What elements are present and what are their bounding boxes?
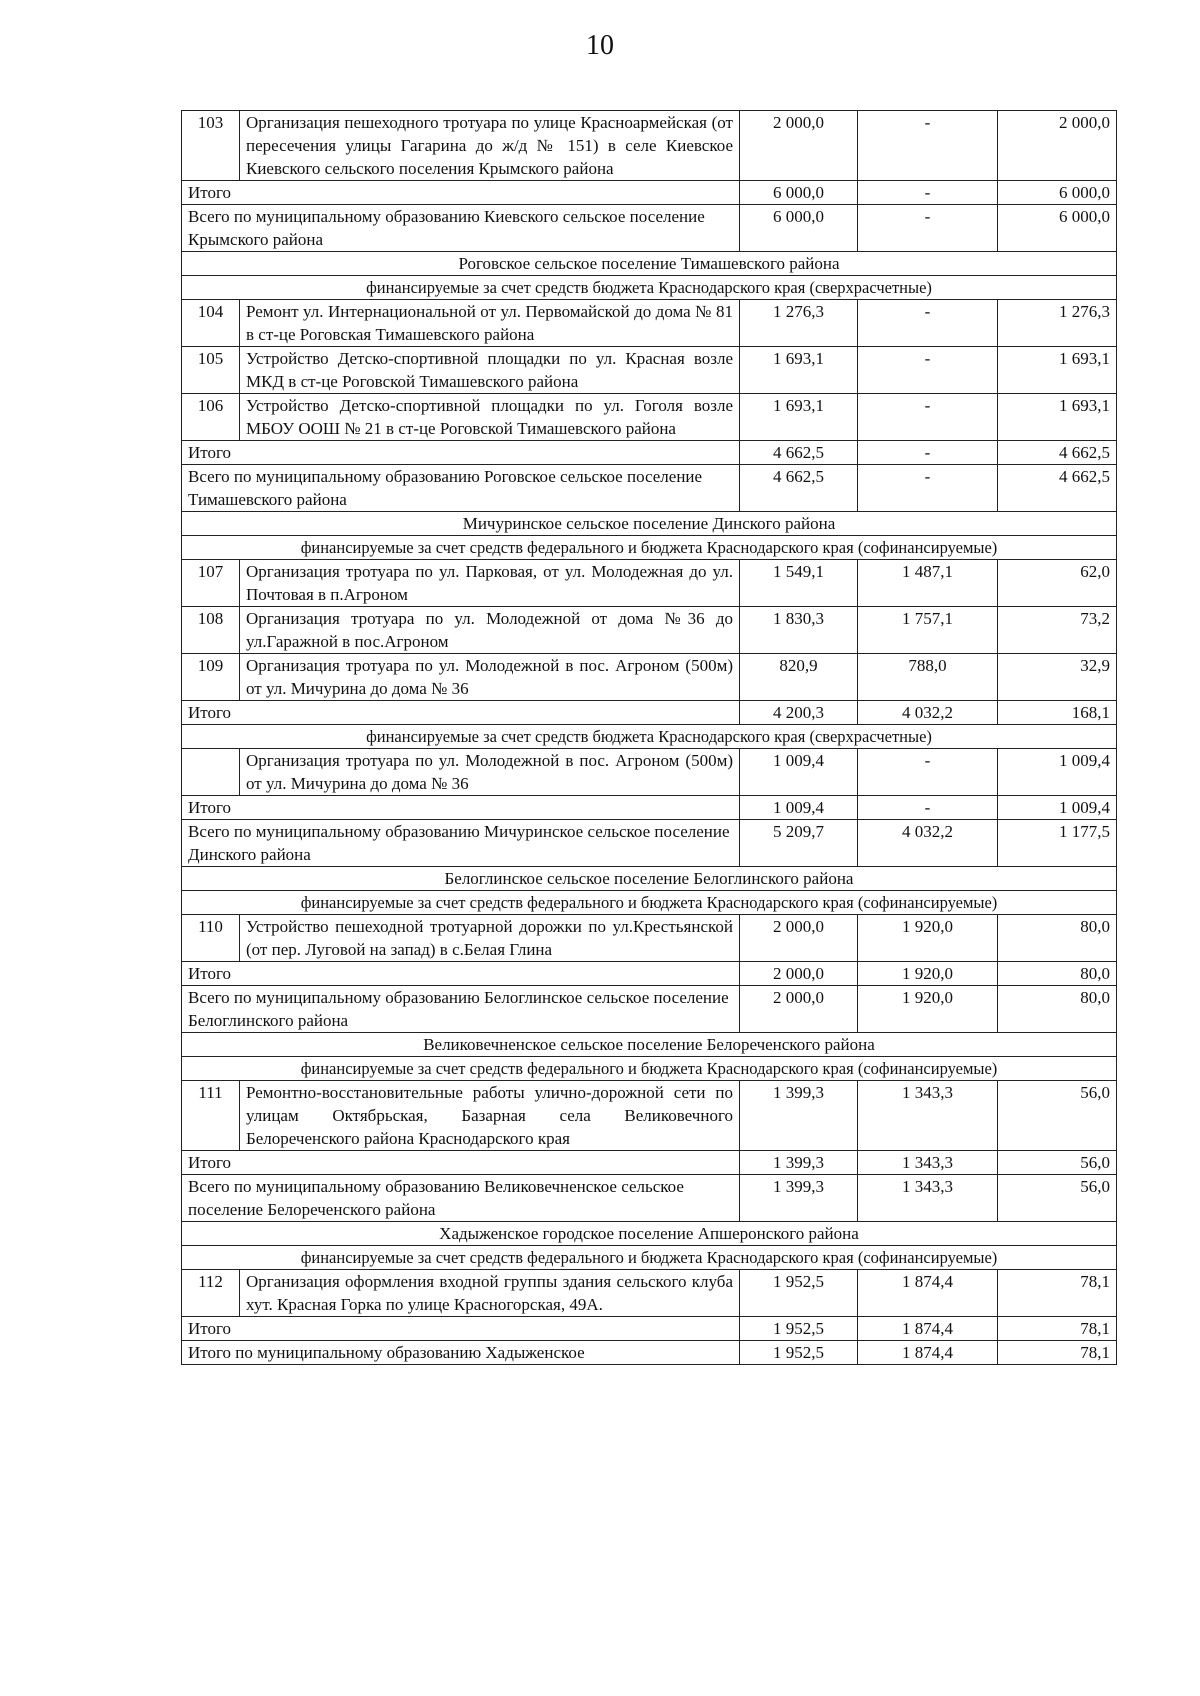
- row-description: Организация тротуара по ул. Парковая, от ул. Молодежная до ул. Почтовая в п.Агроном: [240, 560, 740, 607]
- budget-table-body: [182, 111, 1117, 1365]
- total-row: [182, 1317, 1117, 1341]
- table-row: [182, 1081, 1117, 1151]
- federal-amount: 788,0: [858, 654, 998, 701]
- total-amount: 1 399,3: [740, 1081, 858, 1151]
- row-number: 104: [182, 300, 240, 347]
- row-number: 111: [182, 1081, 240, 1151]
- total-amount: 5 209,7: [740, 820, 858, 867]
- table-row: [182, 607, 1117, 654]
- row-description: Устройство пешеходной тротуарной дорожки по ул.Крестьянской (от пер. Луговой на запад) в с.Белая Глина: [240, 915, 740, 962]
- total-row: [182, 205, 1117, 252]
- total-amount: 2 000,0: [740, 915, 858, 962]
- total-amount: 1 952,5: [740, 1270, 858, 1317]
- federal-amount: -: [858, 796, 998, 820]
- row-number: 107: [182, 560, 240, 607]
- funding-source-label: финансируемые за счет средств федерального и бюджета Краснодарского края (софинансируемые): [182, 891, 1117, 915]
- federal-amount: 1 920,0: [858, 986, 998, 1033]
- row-number: 105: [182, 347, 240, 394]
- regional-amount: 56,0: [998, 1151, 1117, 1175]
- total-amount: 1 830,3: [740, 607, 858, 654]
- total-label: Итого: [182, 441, 740, 465]
- total-label: Всего по муниципальному образованию Киевского сельское поселение Крымского района: [182, 205, 740, 252]
- funding-source-label: финансируемые за счет средств федерального и бюджета Краснодарского края (софинансируемые): [182, 1246, 1117, 1270]
- total-amount: 4 662,5: [740, 441, 858, 465]
- regional-amount: 2 000,0: [998, 111, 1117, 181]
- federal-amount: -: [858, 749, 998, 796]
- section-title: Роговское сельское поселение Тимашевского района: [182, 252, 1117, 276]
- total-amount: 1 399,3: [740, 1151, 858, 1175]
- federal-amount: -: [858, 111, 998, 181]
- federal-amount: 1 920,0: [858, 962, 998, 986]
- total-label: Всего по муниципальному образованию Великовечненское сельское поселение Белореченского района: [182, 1175, 740, 1222]
- total-label: Итого: [182, 181, 740, 205]
- total-amount: 2 000,0: [740, 962, 858, 986]
- regional-amount: 78,1: [998, 1317, 1117, 1341]
- total-row: [182, 701, 1117, 725]
- funding-source-label: финансируемые за счет средств бюджета Краснодарского края (сверхрасчетные): [182, 725, 1117, 749]
- total-label: Итого: [182, 962, 740, 986]
- total-label: Всего по муниципальному образованию Мичуринское сельское поселение Динского района: [182, 820, 740, 867]
- regional-amount: 1 693,1: [998, 347, 1117, 394]
- regional-amount: 6 000,0: [998, 205, 1117, 252]
- regional-amount: 80,0: [998, 962, 1117, 986]
- regional-amount: 6 000,0: [998, 181, 1117, 205]
- section-title: Мичуринское сельское поселение Динского района: [182, 512, 1117, 536]
- total-amount: 1 399,3: [740, 1175, 858, 1222]
- row-description: Организация тротуара по ул. Молодежной в пос. Агроном (500м) от ул. Мичурина до дома № 36: [240, 654, 740, 701]
- federal-amount: -: [858, 300, 998, 347]
- total-label: Итого: [182, 796, 740, 820]
- regional-amount: 56,0: [998, 1175, 1117, 1222]
- total-row: [182, 1175, 1117, 1222]
- total-amount: 820,9: [740, 654, 858, 701]
- funding-source-row: [182, 1057, 1117, 1081]
- federal-amount: 1 920,0: [858, 915, 998, 962]
- table-row: [182, 394, 1117, 441]
- funding-source-label: финансируемые за счет средств федерального и бюджета Краснодарского края (софинансируемые): [182, 1057, 1117, 1081]
- total-row: [182, 820, 1117, 867]
- federal-amount: -: [858, 181, 998, 205]
- row-number: 106: [182, 394, 240, 441]
- row-description: Организация тротуара по ул. Молодежной от дома №36 до ул.Гаражной в пос.Агроном: [240, 607, 740, 654]
- total-label: Всего по муниципальному образованию Роговское сельское поселение Тимашевского района: [182, 465, 740, 512]
- table-row: [182, 749, 1117, 796]
- total-row: [182, 181, 1117, 205]
- budget-table: [181, 110, 1117, 1365]
- regional-amount: 32,9: [998, 654, 1117, 701]
- federal-amount: 4 032,2: [858, 701, 998, 725]
- total-amount: 1 693,1: [740, 394, 858, 441]
- funding-source-row: [182, 536, 1117, 560]
- funding-source-label: финансируемые за счет средств федерального и бюджета Краснодарского края (софинансируемые): [182, 536, 1117, 560]
- section-header-row: [182, 1222, 1117, 1246]
- row-number: [182, 749, 240, 796]
- row-number: 108: [182, 607, 240, 654]
- total-amount: 1 549,1: [740, 560, 858, 607]
- total-amount: 2 000,0: [740, 111, 858, 181]
- federal-amount: -: [858, 347, 998, 394]
- page-number: 10: [586, 30, 614, 61]
- table-row: [182, 1270, 1117, 1317]
- federal-amount: -: [858, 394, 998, 441]
- total-amount: 1 693,1: [740, 347, 858, 394]
- section-header-row: [182, 867, 1117, 891]
- total-amount: 1 952,5: [740, 1341, 858, 1365]
- row-description: Устройство Детско-спортивной площадки по ул. Гоголя возле МБОУ ООШ № 21 в ст-це Роговской Тимашевского района: [240, 394, 740, 441]
- table-row: [182, 654, 1117, 701]
- federal-amount: 1 757,1: [858, 607, 998, 654]
- federal-amount: 1 343,3: [858, 1151, 998, 1175]
- federal-amount: 4 032,2: [858, 820, 998, 867]
- total-row: [182, 1151, 1117, 1175]
- funding-source-row: [182, 1246, 1117, 1270]
- row-description: Ремонтно-восстановительные работы улично-дорожной сети по улицам Октябрьская, Базарная села Великовечного Белореченского района Краснодарского края: [240, 1081, 740, 1151]
- total-amount: 4 200,3: [740, 701, 858, 725]
- regional-amount: 1 009,4: [998, 796, 1117, 820]
- total-row: [182, 962, 1117, 986]
- row-description: Ремонт ул. Интернациональной от ул. Первомайской до дома № 81 в ст-це Роговская Тимашевского района: [240, 300, 740, 347]
- section-title: Белоглинское сельское поселение Белоглинского района: [182, 867, 1117, 891]
- row-description: Устройство Детско-спортивной площадки по ул. Красная возле МКД в ст-це Роговской Тимашевского района: [240, 347, 740, 394]
- total-row: [182, 465, 1117, 512]
- row-description: Организация пешеходного тротуара по улице Красноармейская (от пересечения улицы Гагарина до ж/д № 151) в селе Киевское Киевского сельского поселения Крымского района: [240, 111, 740, 181]
- table-row: [182, 915, 1117, 962]
- regional-amount: 1 276,3: [998, 300, 1117, 347]
- total-label: Итого: [182, 1317, 740, 1341]
- regional-amount: 62,0: [998, 560, 1117, 607]
- total-label: Всего по муниципальному образованию Белоглинское сельское поселение Белоглинского района: [182, 986, 740, 1033]
- row-description: Организация оформления входной группы здания сельского клуба хут. Красная Горка по улице Красногорская, 49А.: [240, 1270, 740, 1317]
- row-number: 110: [182, 915, 240, 962]
- funding-source-row: [182, 276, 1117, 300]
- table-row: [182, 300, 1117, 347]
- regional-amount: 80,0: [998, 915, 1117, 962]
- regional-amount: 78,1: [998, 1341, 1117, 1365]
- federal-amount: -: [858, 441, 998, 465]
- row-number: 112: [182, 1270, 240, 1317]
- federal-amount: -: [858, 205, 998, 252]
- funding-source-row: [182, 891, 1117, 915]
- total-label: Итого: [182, 701, 740, 725]
- total-row: [182, 1341, 1117, 1365]
- regional-amount: 80,0: [998, 986, 1117, 1033]
- regional-amount: 168,1: [998, 701, 1117, 725]
- federal-amount: 1 874,4: [858, 1341, 998, 1365]
- total-amount: 2 000,0: [740, 986, 858, 1033]
- total-amount: 1 009,4: [740, 749, 858, 796]
- row-number: 109: [182, 654, 240, 701]
- total-amount: 6 000,0: [740, 205, 858, 252]
- funding-source-label: финансируемые за счет средств бюджета Краснодарского края (сверхрасчетные): [182, 276, 1117, 300]
- funding-source-row: [182, 725, 1117, 749]
- total-row: [182, 796, 1117, 820]
- row-description: Организация тротуара по ул. Молодежной в пос. Агроном (500м) от ул. Мичурина до дома № 36: [240, 749, 740, 796]
- federal-amount: 1 874,4: [858, 1317, 998, 1341]
- total-amount: 1 276,3: [740, 300, 858, 347]
- section-header-row: [182, 252, 1117, 276]
- section-header-row: [182, 512, 1117, 536]
- federal-amount: 1 343,3: [858, 1175, 998, 1222]
- total-amount: 6 000,0: [740, 181, 858, 205]
- total-label: Итого по муниципальному образованию Хадыженское: [182, 1341, 740, 1365]
- total-amount: 1 009,4: [740, 796, 858, 820]
- total-label: Итого: [182, 1151, 740, 1175]
- total-row: [182, 986, 1117, 1033]
- regional-amount: 56,0: [998, 1081, 1117, 1151]
- federal-amount: 1 343,3: [858, 1081, 998, 1151]
- regional-amount: 1 009,4: [998, 749, 1117, 796]
- section-title: Хадыженское городское поселение Апшеронского района: [182, 1222, 1117, 1246]
- regional-amount: 1 693,1: [998, 394, 1117, 441]
- regional-amount: 78,1: [998, 1270, 1117, 1317]
- federal-amount: 1 874,4: [858, 1270, 998, 1317]
- regional-amount: 1 177,5: [998, 820, 1117, 867]
- table-row: [182, 347, 1117, 394]
- total-amount: 4 662,5: [740, 465, 858, 512]
- total-amount: 1 952,5: [740, 1317, 858, 1341]
- regional-amount: 4 662,5: [998, 465, 1117, 512]
- section-title: Великовечненское сельское поселение Белореченского района: [182, 1033, 1117, 1057]
- federal-amount: 1 487,1: [858, 560, 998, 607]
- table-row: [182, 560, 1117, 607]
- table-row: [182, 111, 1117, 181]
- federal-amount: -: [858, 465, 998, 512]
- regional-amount: 4 662,5: [998, 441, 1117, 465]
- section-header-row: [182, 1033, 1117, 1057]
- row-number: 103: [182, 111, 240, 181]
- regional-amount: 73,2: [998, 607, 1117, 654]
- total-row: [182, 441, 1117, 465]
